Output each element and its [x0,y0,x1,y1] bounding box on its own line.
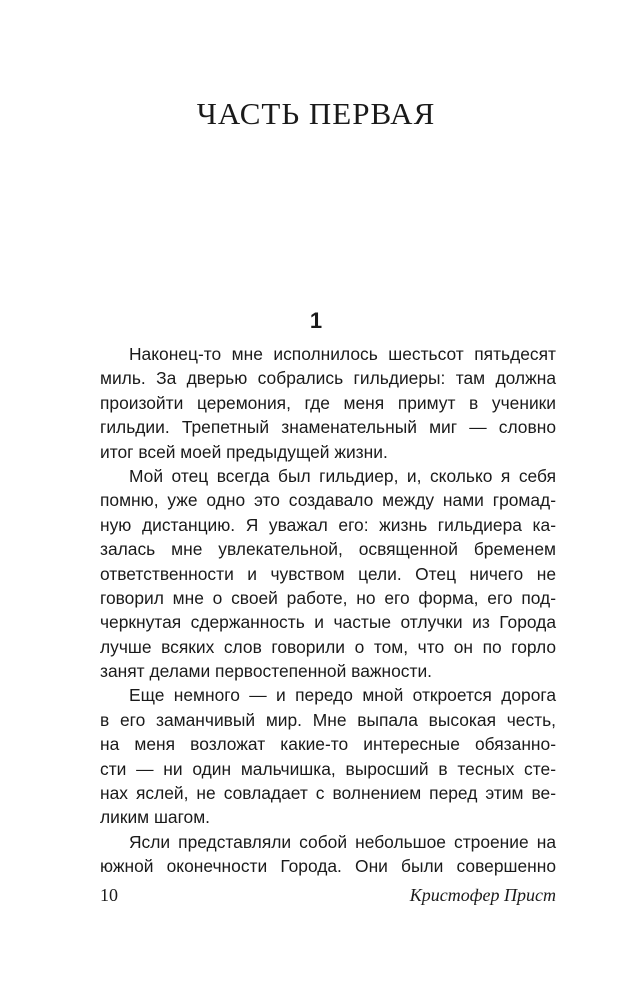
text-line: говорил мне о своей работе, но его форма, его под- [100,587,556,608]
text-line: сти — ни один мальчишка, выросший в тесных сте- [100,758,556,779]
text-line: помню, уже одно это создавало между нами громад- [100,490,556,511]
text-line: ную дистанцию. Я уважал его: жизнь гильдиера ка- [100,514,556,535]
text-line: черкнутая сдержанность и частые отлучки из Города [100,612,556,633]
text-line: занят делами первостепенной важности. [100,661,432,682]
text-line: нах яслей, не совладает с волнением перед этим ве- [100,783,556,804]
text-line: ликим шагом. [100,807,211,828]
paragraph [100,464,556,684]
paragraph [100,683,556,829]
text-line: ответственности и чувством цели. Отец ничего не [100,563,556,584]
text-line: миль. За дверью собрались гильдиеры: там должна [100,368,556,389]
text-line: на меня возложат какие-то интересные обязанно- [100,734,556,755]
text-line: произойти церемония, где меня примут в ученики [100,392,556,413]
text-line: Наконец-то мне исполнилось шестьсот пятьдесят [129,344,556,364]
text-line: гильдии. Трепетный знаменательный миг — словно [100,417,556,438]
text-line: южной оконечности Города. Они были совершенно [100,856,556,877]
body-text [100,342,556,879]
text-line: итог всей моей предыдущей жизни. [100,441,388,462]
text-line: в его заманчивый мир. Мне выпала высокая честь, [100,709,556,730]
chapter-number: 1 [309,308,323,333]
text-line: Ясли представляли собой небольшое строение на [129,831,556,852]
running-author: Кристофер Прист [409,885,556,905]
paragraph [100,830,556,879]
page-number: 10 [100,885,118,905]
text-line: Мой отец всегда был гильдиер, и, сколько я себя [129,465,556,486]
text-line: залась мне увлекательной, освященной бременем [100,539,556,560]
text-line: Еще немного — и передо мной откроется дорога [129,685,556,706]
part-title: ЧАСТЬ ПЕРВАЯ [196,96,436,131]
paragraph [100,342,556,464]
text-line: лучше всяких слов говорили о том, что он по горло [100,636,556,657]
page-footer [100,885,556,911]
